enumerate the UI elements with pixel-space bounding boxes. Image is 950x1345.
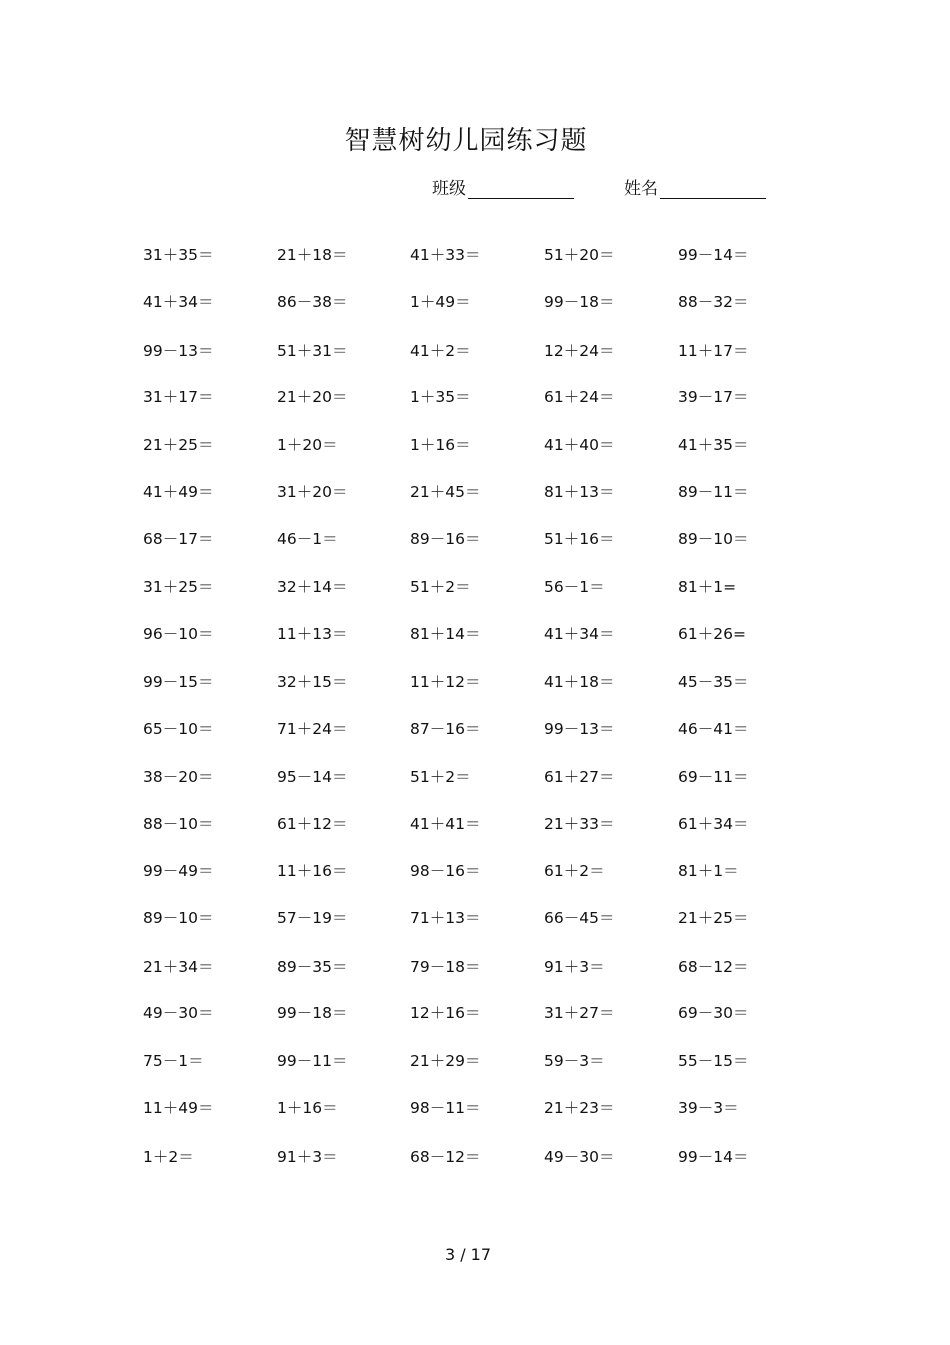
math-problem: 81＋1= bbox=[678, 578, 737, 596]
math-problem: 32＋14＝ bbox=[277, 578, 348, 596]
math-problem: 68－12＝ bbox=[678, 958, 749, 976]
math-problem: 39－3＝ bbox=[678, 1099, 739, 1117]
math-problem: 89－16＝ bbox=[410, 530, 481, 548]
math-problem: 86－38＝ bbox=[277, 293, 348, 311]
math-problem: 1＋20＝ bbox=[277, 436, 338, 454]
math-problem: 88－32＝ bbox=[678, 293, 749, 311]
math-problem: 45－35＝ bbox=[678, 673, 749, 691]
math-problem: 96－10＝ bbox=[143, 625, 214, 643]
math-problem: 61＋34＝ bbox=[678, 815, 749, 833]
math-problem: 75－1＝ bbox=[143, 1052, 204, 1070]
math-problem: 21＋29＝ bbox=[410, 1052, 481, 1070]
math-problem: 12＋24＝ bbox=[544, 342, 615, 360]
math-problem: 21＋23＝ bbox=[544, 1099, 615, 1117]
math-problem: 61＋26= bbox=[678, 625, 746, 643]
math-problem: 21＋34＝ bbox=[143, 958, 214, 976]
math-problem: 61＋24＝ bbox=[544, 388, 615, 406]
math-problem: 95－14＝ bbox=[277, 768, 348, 786]
math-problem: 66－45＝ bbox=[544, 909, 615, 927]
math-problem: 87－16＝ bbox=[410, 720, 481, 738]
math-problem: 31＋20＝ bbox=[277, 483, 348, 501]
math-problem: 49－30＝ bbox=[143, 1004, 214, 1022]
class-field bbox=[432, 174, 574, 199]
math-problem: 11＋17＝ bbox=[678, 342, 749, 360]
math-problem: 56－1＝ bbox=[544, 578, 605, 596]
math-problem: 12＋16＝ bbox=[410, 1004, 481, 1022]
math-problem: 99－18＝ bbox=[277, 1004, 348, 1022]
math-problem: 89－10＝ bbox=[678, 530, 749, 548]
math-problem: 99－15＝ bbox=[143, 673, 214, 691]
name-field bbox=[624, 174, 766, 199]
math-problem: 91＋3＝ bbox=[544, 958, 605, 976]
math-problem: 31＋27＝ bbox=[544, 1004, 615, 1022]
math-problem: 81＋13＝ bbox=[544, 483, 615, 501]
math-problem: 99－18＝ bbox=[544, 293, 615, 311]
math-problem: 99－11＝ bbox=[277, 1052, 348, 1070]
math-problem: 1＋49＝ bbox=[410, 293, 471, 311]
math-problem: 38－20＝ bbox=[143, 768, 214, 786]
page-number: 3 / 17 bbox=[444, 1245, 492, 1264]
math-problem: 99－49＝ bbox=[143, 862, 214, 880]
class-blank-line[interactable] bbox=[468, 178, 574, 199]
math-problem: 51＋16＝ bbox=[544, 530, 615, 548]
math-problem: 71＋13＝ bbox=[410, 909, 481, 927]
math-problem: 41＋41＝ bbox=[410, 815, 481, 833]
name-blank-line[interactable] bbox=[660, 178, 766, 199]
math-problem: 21＋25＝ bbox=[143, 436, 214, 454]
math-problem: 57－19＝ bbox=[277, 909, 348, 927]
math-problem: 89－35＝ bbox=[277, 958, 348, 976]
math-problem: 99－14＝ bbox=[678, 1148, 749, 1166]
math-problem: 11＋13＝ bbox=[277, 625, 348, 643]
math-problem: 81＋14＝ bbox=[410, 625, 481, 643]
math-problem: 69－30＝ bbox=[678, 1004, 749, 1022]
math-problem: 21＋18＝ bbox=[277, 246, 348, 264]
math-problem: 98－16＝ bbox=[410, 862, 481, 880]
math-problem: 41＋49＝ bbox=[143, 483, 214, 501]
math-problem: 99－13＝ bbox=[143, 342, 214, 360]
page-title: 智慧树幼儿园练习题 bbox=[344, 126, 588, 156]
math-problem: 46－41＝ bbox=[678, 720, 749, 738]
math-problem: 21＋45＝ bbox=[410, 483, 481, 501]
math-problem: 61＋2＝ bbox=[544, 862, 605, 880]
math-problem: 51＋31＝ bbox=[277, 342, 348, 360]
math-problem: 99－14＝ bbox=[678, 246, 749, 264]
math-problem: 41＋33＝ bbox=[410, 246, 481, 264]
math-problem: 98－11＝ bbox=[410, 1099, 481, 1117]
math-problem: 46－1＝ bbox=[277, 530, 338, 548]
math-problem: 79－18＝ bbox=[410, 958, 481, 976]
math-problem: 11＋49＝ bbox=[143, 1099, 214, 1117]
math-problem: 91＋3＝ bbox=[277, 1148, 338, 1166]
math-problem: 41＋35＝ bbox=[678, 436, 749, 454]
math-problem: 55－15＝ bbox=[678, 1052, 749, 1070]
math-problem: 61＋27＝ bbox=[544, 768, 615, 786]
math-problem: 41＋34＝ bbox=[143, 293, 214, 311]
math-problem: 1＋16＝ bbox=[277, 1099, 338, 1117]
math-problem: 41＋18＝ bbox=[544, 673, 615, 691]
math-problem: 41＋34＝ bbox=[544, 625, 615, 643]
math-problem: 99－13＝ bbox=[544, 720, 615, 738]
math-problem: 31＋17＝ bbox=[143, 388, 214, 406]
math-problem: 1＋2＝ bbox=[143, 1148, 194, 1166]
class-label: 班级 bbox=[432, 179, 466, 199]
math-problem: 31＋25＝ bbox=[143, 578, 214, 596]
math-problem: 69－11＝ bbox=[678, 768, 749, 786]
math-problem: 41＋40＝ bbox=[544, 436, 615, 454]
name-label: 姓名 bbox=[624, 179, 658, 199]
math-problem: 31＋35＝ bbox=[143, 246, 214, 264]
math-problem: 51＋20＝ bbox=[544, 246, 615, 264]
math-problem: 59－3＝ bbox=[544, 1052, 605, 1070]
math-problem: 21＋25＝ bbox=[678, 909, 749, 927]
math-problem: 21＋33＝ bbox=[544, 815, 615, 833]
math-problem: 11＋12＝ bbox=[410, 673, 481, 691]
math-problem: 65－10＝ bbox=[143, 720, 214, 738]
math-problem: 89－10＝ bbox=[143, 909, 214, 927]
math-problem: 41＋2＝ bbox=[410, 342, 471, 360]
math-problem: 51＋2＝ bbox=[410, 768, 471, 786]
math-problem: 1＋16＝ bbox=[410, 436, 471, 454]
math-problem: 68－17＝ bbox=[143, 530, 214, 548]
math-problem: 32＋15＝ bbox=[277, 673, 348, 691]
math-problem: 89－11＝ bbox=[678, 483, 749, 501]
math-problem: 61＋12＝ bbox=[277, 815, 348, 833]
math-problem: 81＋1＝ bbox=[678, 862, 739, 880]
math-problem: 51＋2＝ bbox=[410, 578, 471, 596]
math-problem: 68－12＝ bbox=[410, 1148, 481, 1166]
math-problem: 71＋24＝ bbox=[277, 720, 348, 738]
math-problem: 88－10＝ bbox=[143, 815, 214, 833]
math-problem: 49－30＝ bbox=[544, 1148, 615, 1166]
math-problem: 39－17＝ bbox=[678, 388, 749, 406]
math-problem: 11＋16＝ bbox=[277, 862, 348, 880]
math-problem: 1＋35＝ bbox=[410, 388, 471, 406]
math-problem: 21＋20＝ bbox=[277, 388, 348, 406]
